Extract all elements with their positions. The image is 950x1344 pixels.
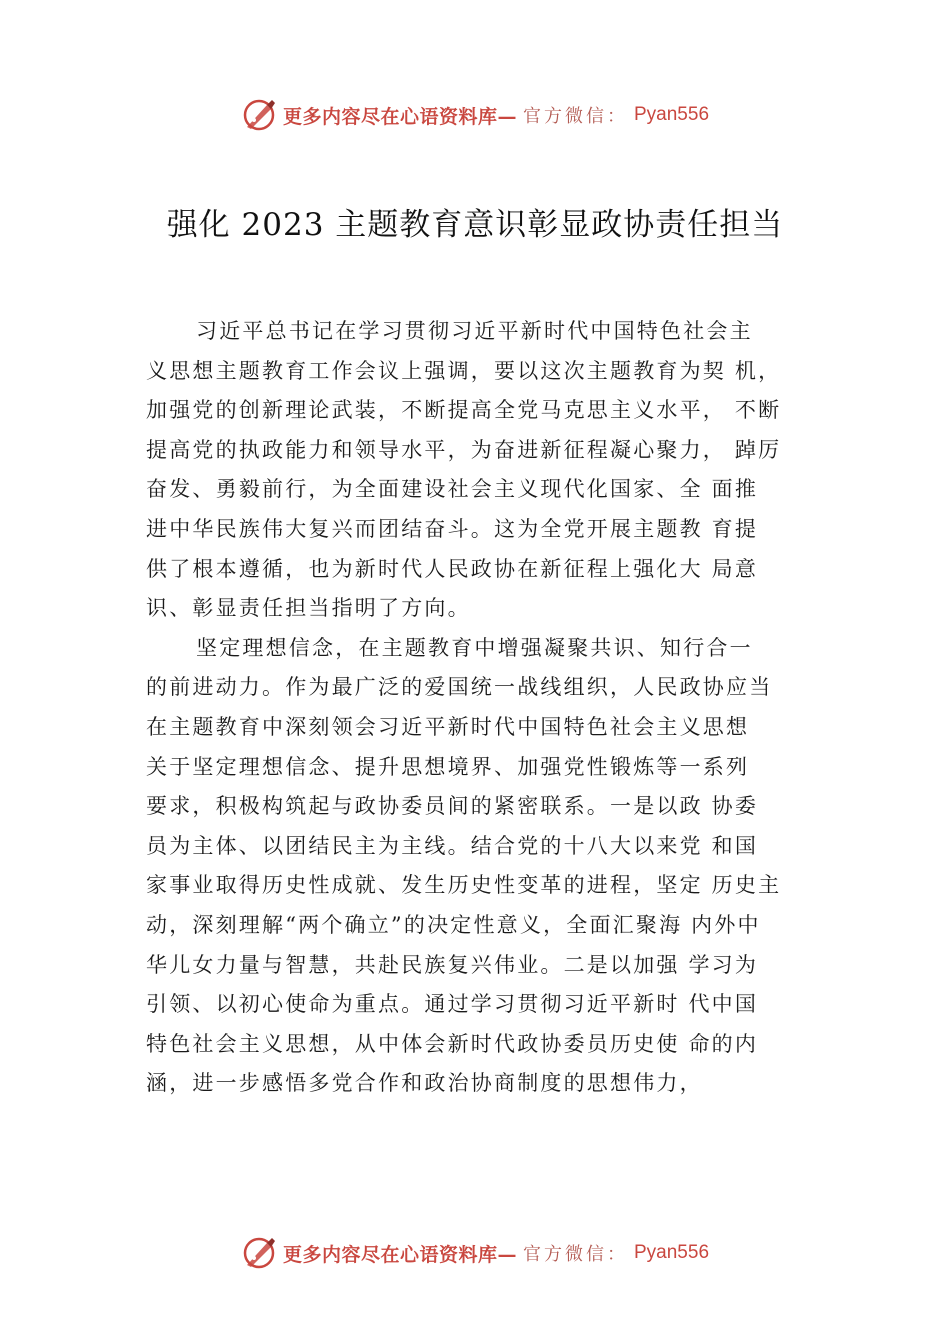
footer-wechat-id: Pyan556: [634, 1242, 710, 1263]
body-line: 家事业取得历史性成就、发生历史性变革的进程，坚定 历史主: [146, 873, 782, 898]
body-line: 特色社会主义思想，从中体会新时代政协委员历史使 命的内: [146, 1031, 759, 1056]
body-line: 在主题教育中深刻领会习近平新时代中国特色社会主义思想: [146, 714, 750, 739]
header-banner-label: 官方微信：: [523, 106, 628, 127]
body-line: 进中华民族伟大复兴而团结奋斗。这为全党开展主题教 育提: [146, 516, 759, 541]
body-line: 关于坚定理想信念、提升思想境界、加强党性锻炼等一系列: [146, 754, 750, 779]
body-line: 习近平总书记在学习贯彻习近平新时代中国特色社会主: [196, 319, 753, 343]
body-line: 义思想主题教育工作会议上强调，要以这次主题教育为契 机，: [146, 358, 782, 383]
footer-banner-text: 更多内容尽在心语资料库—: [282, 1243, 517, 1266]
pen-logo-icon: [241, 97, 277, 133]
body-line: 供了根本遵循，也为新时代人民政协在新征程上强化大 局意: [146, 556, 759, 581]
footer-banner-label: 官方微信：: [523, 1244, 628, 1265]
body-line: 引领、以初心使命为重点。通过学习贯彻习近平新时 代中国: [146, 992, 759, 1017]
body-line: 华儿女力量与智慧，共赴民族复兴伟业。二是以加强 学习为: [146, 952, 759, 977]
body-line: 要求，积极构筑起与政协委员间的紧密联系。一是以政 协委: [146, 794, 759, 819]
header-banner-text: 更多内容尽在心语资料库—: [282, 105, 517, 128]
footer-banner: [0, 1233, 950, 1273]
body-line: 的前进动力。作为最广泛的爱国统一战线组织，人民政协应当: [146, 675, 773, 700]
document-body: [146, 312, 846, 1104]
body-line: 员为主体、以团结民主为主线。结合党的十八大以来党 和国: [146, 833, 759, 858]
body-line: 动，深刻理解“两个确立”的决定性意义，全面汇聚海 内外中: [146, 912, 761, 937]
body-line: 坚定理想信念，在主题教育中增强凝聚共识、知行合一: [196, 635, 753, 660]
header-wechat-id: Pyan556: [634, 104, 710, 125]
body-line: 涵，进一步感悟多党合作和政治协商制度的思想伟力，: [146, 1071, 703, 1096]
body-line: 奋发、勇毅前行，为全面建设社会主义现代化国家、全 面推: [146, 477, 759, 502]
document-title: 强化 2023 主题教育意识彰显政协责任担当: [166, 207, 784, 243]
body-line: 识、彰显责任担当指明了方向。: [146, 596, 471, 621]
body-line: 提高党的执政能力和领导水平，为奋进新征程凝心聚力， 踔厉: [146, 437, 782, 462]
header-banner: [0, 95, 950, 135]
body-line: 加强党的创新理论武装，不断提高全党马克思主义水平， 不断: [146, 398, 782, 423]
pen-logo-icon: [241, 1235, 277, 1271]
